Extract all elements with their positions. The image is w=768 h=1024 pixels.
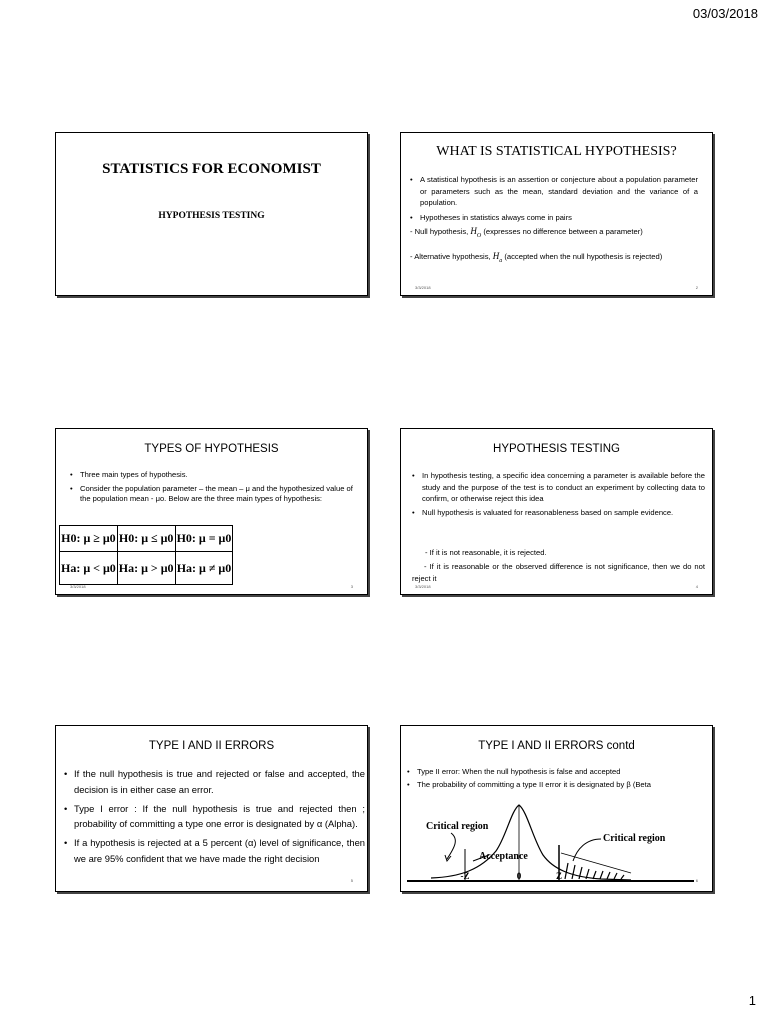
slide-6-bullet-1: • Type II error: When the null hypothesis is false and accepted <box>407 767 698 778</box>
slide-1-title: STATISTICS FOR ECONOMIST <box>102 161 321 177</box>
slide-2-alt-symbol: $H_a$ <box>492 251 503 264</box>
slide-4-title: HYPOTHESIS TESTING <box>493 443 620 455</box>
slide-3 <box>55 428 368 595</box>
normal-curve <box>431 805 631 880</box>
slide-4-bullets <box>412 470 705 518</box>
tick-label-zero: 0 <box>516 871 522 881</box>
slide-5-bullet-3: • If a hypothesis is rejected at a 5 percent (α) level of significance, then we are 95% confident that we have made the right decision <box>64 835 365 867</box>
slide-2 <box>400 132 713 296</box>
slide-3-footer-date: 3/3/2018 <box>70 584 86 589</box>
slide-2-alt-suffix: (accepted when the null hypothesis is rejected) <box>504 252 663 261</box>
slide-2-bullets <box>410 174 698 223</box>
slide-2-footer-number: 2 <box>695 285 698 290</box>
slide-2-null-suffix: (expresses no difference between a parameter) <box>483 227 643 236</box>
table-row <box>60 526 233 552</box>
slide-2-title: WHAT IS STATISTICAL HYPOTHESIS? <box>436 144 677 159</box>
slide-5-bullets <box>64 766 365 867</box>
slide-4 <box>400 428 713 595</box>
slide-4-sub-1: - If it is not reasonable, it is rejected. <box>425 548 547 557</box>
slide-5 <box>55 725 368 892</box>
table-cell: H0: μ ≥ μ0 <box>60 526 118 552</box>
critical-region-left-label: Critical region <box>426 821 489 832</box>
slide-3-title: TYPES OF HYPOTHESIS <box>144 443 279 455</box>
slide-4-bullet-1: • In hypothesis testing, a specific idea concerning a parameter is available before the study and the purpose of the test is to conduct an experiment by collecting data to confirm, or otherwise reject this idea <box>412 470 705 505</box>
table-cell: Ha: μ > μ0 <box>117 552 175 585</box>
tick-label-z: Z <box>555 871 563 881</box>
slide-1-subtitle: HYPOTHESIS TESTING <box>158 211 265 221</box>
slide-2-null-hypothesis <box>410 226 698 242</box>
slide-2-alt-prefix: - Alternative hypothesis, <box>410 252 491 261</box>
acceptance-label: Acceptance <box>479 851 528 862</box>
table-cell: Ha: μ < μ0 <box>60 552 118 585</box>
slide-4-footer-date: 3/3/2018 <box>415 584 431 589</box>
slide-2-bullet-1: • A statistical hypothesis is an assertion or conjecture about a population parameter or parameters such as the mean, standard deviation and the variance of a population. <box>410 174 698 209</box>
slide-3-footer-number: 3 <box>350 584 353 589</box>
tick-label-neg-z: -Z <box>460 871 470 881</box>
right-tail-top <box>561 853 631 873</box>
slide-2-alt-hypothesis <box>410 251 698 267</box>
slide-6-title: TYPE I AND II ERRORS contd <box>478 740 635 752</box>
right-tail-hatching <box>565 863 624 879</box>
page-date: 03/03/2018 <box>692 6 758 21</box>
slide-5-title: TYPE I AND II ERRORS <box>148 740 275 752</box>
slide-5-bullet-1: • If the null hypothesis is true and rejected or false and accepted, the decision is in either case an error. <box>64 766 365 798</box>
left-region-arrow <box>447 833 455 859</box>
slide-4-sub-2: - If it is reasonable or the observed difference is not significance, then we do not reject it <box>412 562 705 583</box>
slide-5-bullet-2: • Type I error : If the null hypothesis is true and rejected then ; probability of committing a type one error is designated by α (Alpha). <box>64 801 365 833</box>
critical-region-right-label: Critical region <box>603 833 666 844</box>
slide-2-footer-date: 3/3/2018 <box>415 285 431 290</box>
slide-6-bullet-2: • The probability of committing a type II error it is designated by β (Beta <box>407 780 698 791</box>
slide-1 <box>55 132 368 296</box>
page-number: 1 <box>748 993 756 1008</box>
slide-3-bullets <box>70 470 353 505</box>
slide-2-bullet-2: • Hypotheses in statistics always come in pairs <box>410 212 698 224</box>
critical-region-diagram <box>401 799 712 891</box>
slide-4-bullet-2: • Null hypothesis is valuated for reasonableness based on sample evidence. <box>412 507 705 519</box>
hypothesis-types-table <box>59 525 233 585</box>
slide-5-footer-number: 5 <box>350 878 353 883</box>
slide-6-bullets <box>407 767 698 790</box>
slide-3-bullet-2: • Consider the population parameter – the mean – μ and the hypothesized value of the population mean - μo. Below are the three main types of hypothesis: <box>70 484 353 505</box>
slide-6 <box>400 725 713 892</box>
table-cell: Ha: μ ≠ μ0 <box>175 552 233 585</box>
table-row <box>60 552 233 585</box>
table-cell: H0: μ ≤ μ0 <box>117 526 175 552</box>
table-cell: H0: μ = μ0 <box>175 526 233 552</box>
slide-2-null-symbol: $H_O$ <box>470 226 482 239</box>
slide-3-bullet-1: • Three main types of hypothesis. <box>70 470 353 481</box>
slide-2-null-prefix: - Null hypothesis, <box>410 227 469 236</box>
slide-4-footer-number: 4 <box>695 584 698 589</box>
slide-6-footer-number: 6 <box>695 878 698 883</box>
